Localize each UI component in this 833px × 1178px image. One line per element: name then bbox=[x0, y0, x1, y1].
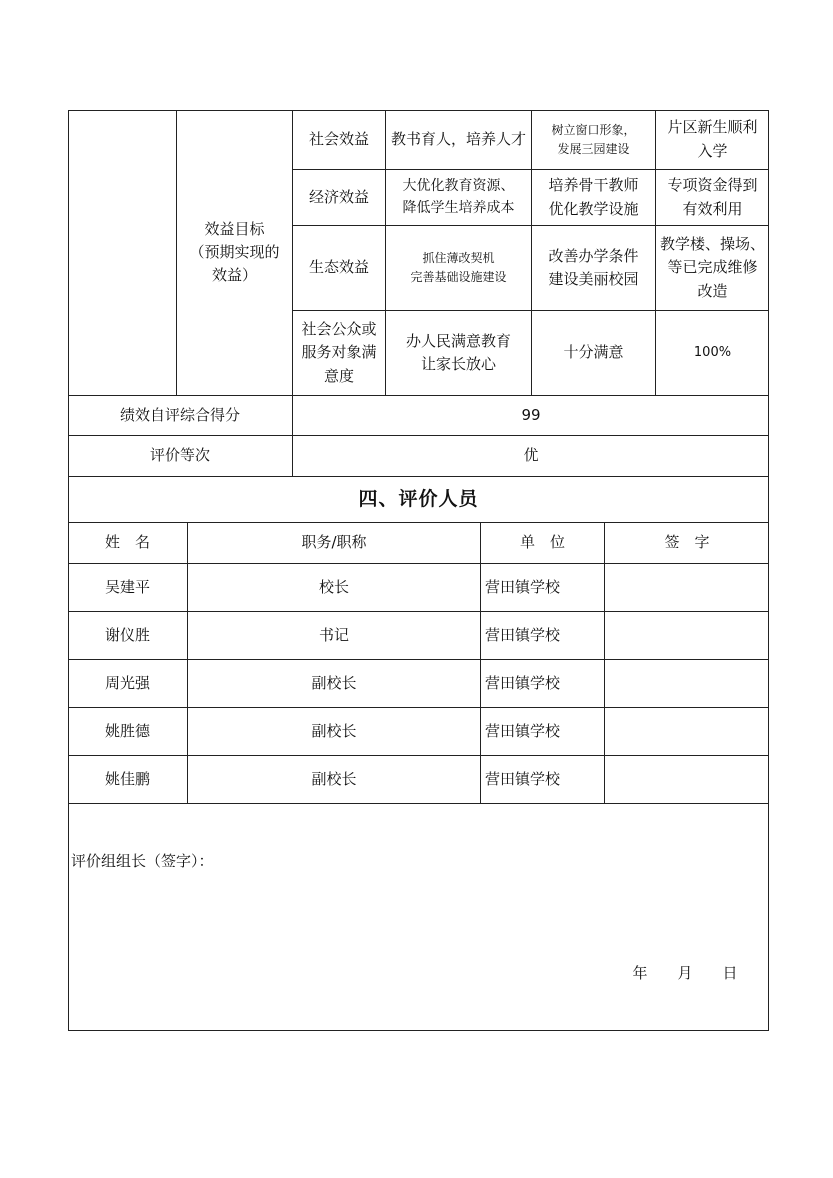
person-unit: 营田镇学校 bbox=[485, 721, 561, 740]
person-title: 书记 bbox=[318, 625, 349, 644]
person-name: 谢仪胜 bbox=[104, 625, 150, 644]
person-signature-field[interactable] bbox=[605, 756, 769, 803]
cell-economic-benefit-1: 大优化教育资源、 降低学生培养成本 bbox=[402, 177, 515, 216]
indicator-social-benefit: 社会效益 bbox=[308, 129, 369, 148]
cell-satisfaction-2: 十分满意 bbox=[563, 343, 624, 362]
cell-ecological-benefit-1: 抓住薄改契机 完善基础设施建设 bbox=[410, 251, 507, 284]
cell-economic-benefit-2: 培养骨干教师 优化教学设施 bbox=[548, 176, 639, 218]
header-sign: 签 字 bbox=[664, 533, 710, 552]
cell-satisfaction-1: 办人民满意教育 让家长放心 bbox=[405, 331, 511, 373]
header-title: 职务/职称 bbox=[301, 533, 367, 552]
person-title: 副校长 bbox=[311, 769, 357, 788]
person-signature-field[interactable] bbox=[605, 708, 769, 755]
cell-social-benefit-2: 树立窗口形象， 发展三园建设 bbox=[551, 122, 636, 156]
score-label: 绩效自评综合得分 bbox=[119, 405, 240, 424]
section-title: 四、评价人员 bbox=[358, 487, 479, 510]
person-title: 副校长 bbox=[311, 721, 357, 740]
cell-social-benefit-1: 教书育人，培养人才 bbox=[390, 129, 526, 148]
person-signature-field[interactable] bbox=[605, 660, 769, 707]
leader-signature-label: 评价组组长（签字）： bbox=[71, 852, 214, 871]
person-name: 周光强 bbox=[104, 673, 150, 692]
grade-label: 评价等次 bbox=[149, 446, 210, 465]
signature-date: 年 月 日 bbox=[632, 964, 738, 983]
person-unit: 营田镇学校 bbox=[485, 577, 561, 596]
benefit-category-label: 效益目标 （预期实现的 效益） bbox=[189, 219, 280, 285]
person-name: 姚胜德 bbox=[104, 721, 150, 740]
header-name: 姓 名 bbox=[104, 533, 150, 552]
person-signature-field[interactable] bbox=[605, 564, 769, 611]
score-value: 99 bbox=[521, 405, 541, 424]
person-unit: 营田镇学校 bbox=[485, 769, 561, 788]
person-title: 副校长 bbox=[311, 673, 357, 692]
person-unit: 营田镇学校 bbox=[485, 673, 561, 692]
cell-ecological-benefit-3: 教学楼、操场、 等已完成维修 改造 bbox=[659, 235, 765, 300]
person-name: 吴建平 bbox=[104, 577, 150, 596]
header-unit: 单 位 bbox=[519, 533, 565, 552]
indicator-economic-benefit: 经济效益 bbox=[308, 187, 369, 206]
cell-satisfaction-3: 100% bbox=[693, 344, 732, 360]
person-title: 校长 bbox=[318, 577, 349, 596]
cell-social-benefit-3: 片区新生顺利 入学 bbox=[667, 118, 758, 160]
indicator-ecological-benefit: 生态效益 bbox=[308, 258, 369, 277]
cell-economic-benefit-3: 专项资金得到 有效利用 bbox=[667, 176, 758, 218]
indicator-satisfaction: 社会公众或 服务对象满 意度 bbox=[301, 320, 377, 385]
person-signature-field[interactable] bbox=[605, 612, 769, 659]
grade-value: 优 bbox=[523, 446, 539, 465]
person-unit: 营田镇学校 bbox=[485, 625, 561, 644]
cell-ecological-benefit-2: 改善办学条件 建设美丽校园 bbox=[548, 246, 639, 288]
divider bbox=[68, 803, 769, 804]
person-name: 姚佳鹏 bbox=[104, 769, 150, 788]
